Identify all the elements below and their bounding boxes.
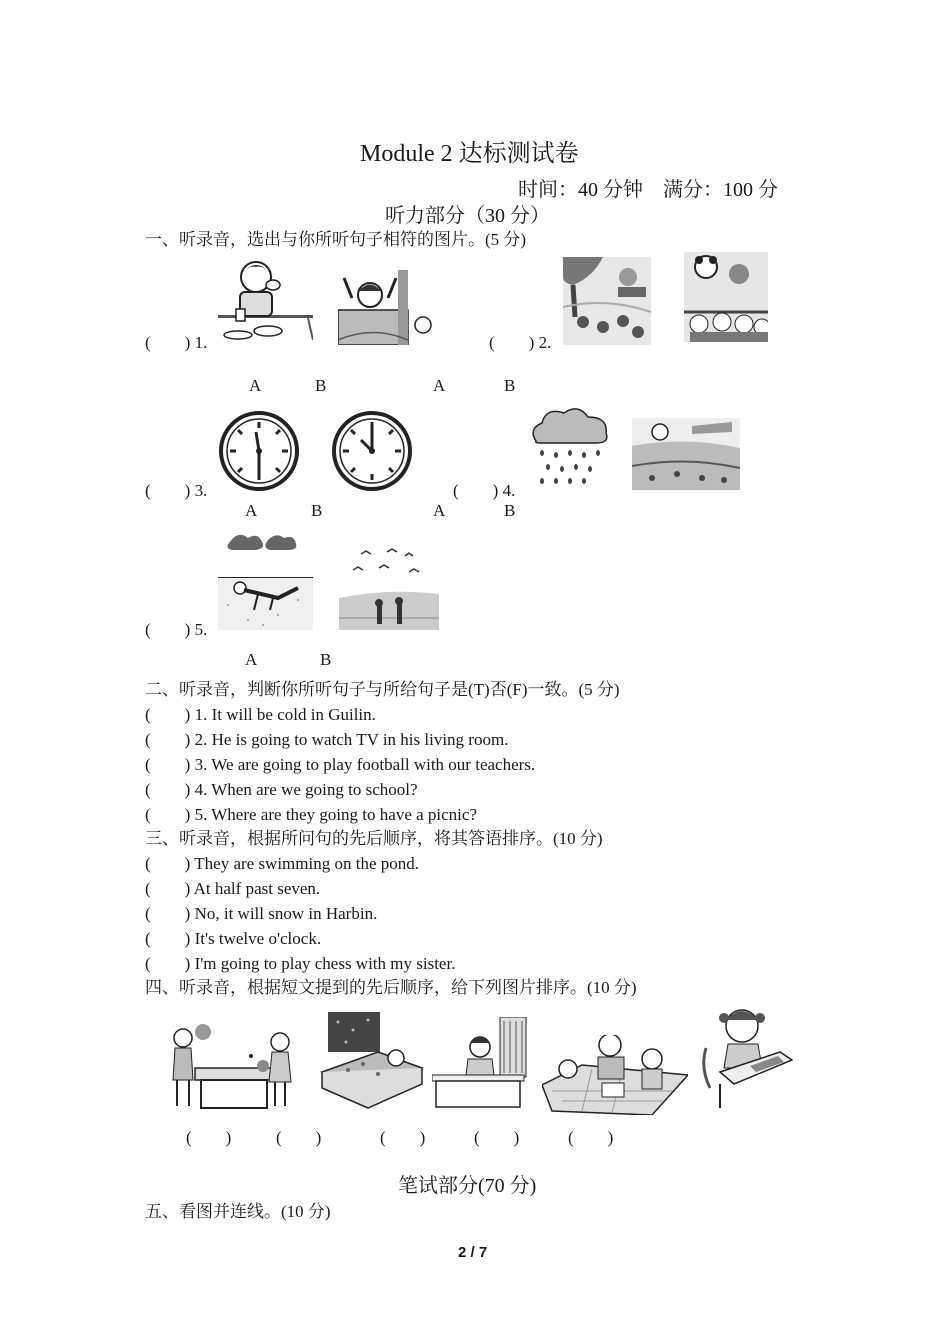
page-number: 2 / 7 xyxy=(458,1244,488,1261)
s3-item: ( ) No, it will snow in Harbin. xyxy=(145,904,378,923)
question-2: ( ) 2. xyxy=(489,333,552,352)
s2-item: ( ) 2. He is going to watch TV in his living room. xyxy=(145,730,509,749)
girl-sleeping-in-bed-image xyxy=(318,1012,424,1112)
girl-drawing-at-desk-image xyxy=(700,998,793,1110)
question-5: ( ) 5. xyxy=(145,620,208,639)
boy-eating-breakfast-image xyxy=(218,255,313,345)
s2-item: ( ) 5. Where are they going to have a picnic? xyxy=(145,805,477,824)
time-score: 时间：40 分钟 满分：100 分 xyxy=(518,179,778,201)
written-header: 笔试部分(70 分) xyxy=(398,1175,537,1197)
listening-header: 听力部分（30 分） xyxy=(385,205,550,227)
s2-item: ( ) 3. We are going to play football with our teachers. xyxy=(145,755,536,774)
clock-half-past-twelve-image xyxy=(218,410,300,492)
order-blank[interactable]: ( ) xyxy=(186,1128,232,1147)
boy-waking-up-image xyxy=(338,270,433,345)
section-2-heading: 二、听录音，判断你所听句子与所给句子是(T)否(F)一致。(5 分) xyxy=(145,680,620,699)
people-watching-birds-image xyxy=(339,548,439,630)
section-3-heading: 三、听录音，根据所问句的先后顺序，将其答语排序。(10 分) xyxy=(145,829,603,848)
page-title: Module 2 达标测试卷 xyxy=(360,141,579,167)
option-b-label: B xyxy=(504,501,516,520)
girl-reading-at-desk-image xyxy=(432,1017,528,1109)
kids-playing-ping-pong-image xyxy=(165,1020,303,1110)
order-blank[interactable]: ( ) xyxy=(568,1128,614,1147)
order-blank[interactable]: ( ) xyxy=(276,1128,322,1147)
order-blank[interactable]: ( ) xyxy=(474,1128,520,1147)
s3-item: ( ) At half past seven. xyxy=(145,879,321,898)
section-1-heading: 一、听录音，选出与你所听句子相符的图片。(5 分) xyxy=(145,230,527,249)
question-3: ( ) 3. xyxy=(145,481,208,500)
question-4: ( ) 4. xyxy=(453,481,516,500)
option-b-label: B xyxy=(320,650,332,669)
option-b-label: B xyxy=(504,376,516,395)
option-b-label: B xyxy=(315,376,327,395)
section-4-heading: 四、听录音，根据短文提到的先后顺序，给下列图片排序。(10 分) xyxy=(145,978,637,997)
s2-item: ( ) 1. It will be cold in Guilin. xyxy=(145,705,376,724)
option-a-label: A xyxy=(245,501,258,520)
option-a-label: A xyxy=(245,650,258,669)
s2-item: ( ) 4. When are we going to school? xyxy=(145,780,418,799)
section-5-heading: 五、看图并连线。(10 分) xyxy=(145,1202,331,1221)
option-a-label: A xyxy=(249,376,262,395)
children-at-zoo-image xyxy=(684,252,768,342)
clock-twelve-oclock-image xyxy=(331,410,413,492)
children-in-park-image xyxy=(563,257,651,345)
family-picnic-image xyxy=(542,1035,688,1115)
option-b-label: B xyxy=(311,501,323,520)
s3-item: ( ) They are swimming on the pond. xyxy=(145,854,420,873)
question-1: ( ) 1. xyxy=(145,333,208,352)
rainy-cloud-image xyxy=(528,405,610,485)
sunny-field-image xyxy=(632,418,740,490)
s3-item: ( ) I'm going to play chess with my sister. xyxy=(145,954,456,973)
boy-lying-on-beach-image xyxy=(218,530,313,630)
order-blank[interactable]: ( ) xyxy=(380,1128,426,1147)
s3-item: ( ) It's twelve o'clock. xyxy=(145,929,322,948)
option-a-label: A xyxy=(433,376,446,395)
option-a-label: A xyxy=(433,501,446,520)
